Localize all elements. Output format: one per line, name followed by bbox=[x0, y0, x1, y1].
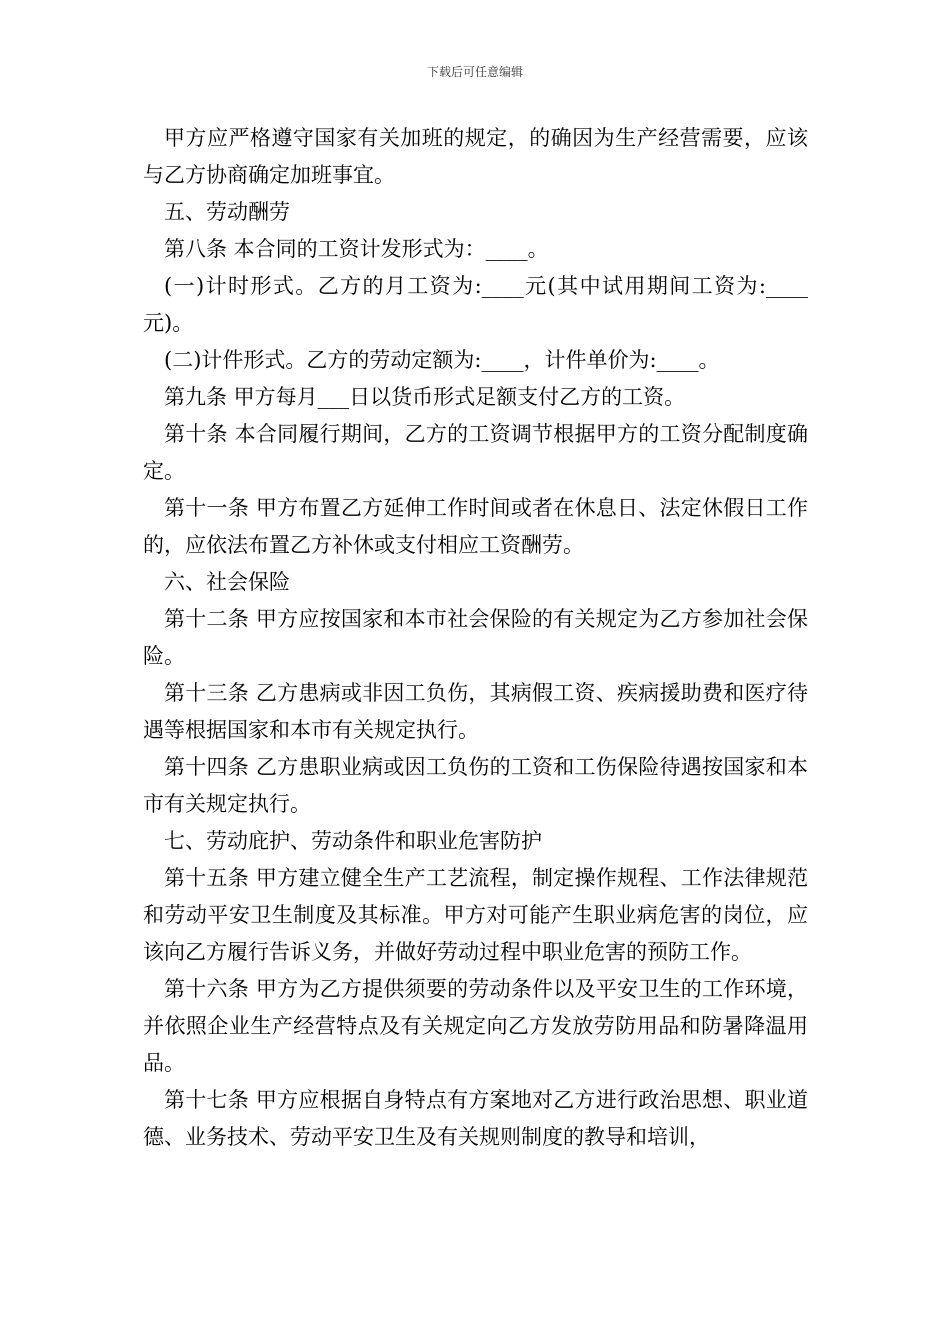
document-body bbox=[143, 120, 808, 1156]
article-14: 第十四条 乙方患职业病或因工负伤的工资和工伤保险待遇按国家和本市有关规定执行。 bbox=[143, 755, 808, 816]
article-8-item-2: (二)计件形式。乙方的劳动定额为:____，计件单价为:____。 bbox=[164, 348, 720, 372]
article-15: 第十五条 甲方建立健全生产工艺流程，制定操作规程、工作法律规范和劳动平安卫生制度及其标准。甲方对可能产生职业病危害的岗位，应该向乙方履行告诉义务，并做好劳动过程中职业危害的预防工作。 bbox=[143, 866, 808, 964]
section-heading-remuneration: 五、劳动酬劳 bbox=[164, 200, 290, 224]
article-8: 第八条 本合同的工资计发形式为：____。 bbox=[164, 237, 549, 261]
article-17: 第十七条 甲方应根据自身特点有方案地对乙方进行政治思想、职业道德、业务技术、劳动平安卫生及有关规则制度的教导和培训， bbox=[143, 1088, 808, 1149]
paragraph-overtime: 甲方应严格遵守国家有关加班的规定，的确因为生产经营需要，应该与乙方协商确定加班事宜。 bbox=[143, 126, 808, 187]
section-heading-labor-protection: 七、劳动庇护、劳动条件和职业危害防护 bbox=[164, 829, 542, 853]
article-13: 第十三条 乙方患病或非因工负伤，其病假工资、疾病援助费和医疗待遇等根据国家和本市有关规定执行。 bbox=[143, 681, 808, 742]
article-11: 第十一条 甲方布置乙方延伸工作时间或者在休息日、法定休假日工作的，应依法布置乙方补休或支付相应工资酬劳。 bbox=[143, 496, 808, 557]
article-16: 第十六条 甲方为乙方提供须要的劳动条件以及平安卫生的工作环境，并依照企业生产经营特点及有关规定向乙方发放劳防用品和防暑降温用品。 bbox=[143, 977, 808, 1075]
article-12: 第十二条 甲方应按国家和本市社会保险的有关规定为乙方参加社会保险。 bbox=[143, 607, 808, 668]
article-9: 第九条 甲方每月___日以货币形式足额支付乙方的工资。 bbox=[164, 385, 686, 409]
article-10: 第十条 本合同履行期间，乙方的工资调节根据甲方的工资分配制度确定。 bbox=[143, 422, 808, 483]
article-8-item-1: (一)计时形式。乙方的月工资为:____元(其中试用期间工资为:____元)。 bbox=[143, 274, 808, 335]
section-heading-social-insurance: 六、社会保险 bbox=[164, 570, 290, 594]
page-header-note: 下载后可任意编辑 bbox=[426, 65, 523, 79]
